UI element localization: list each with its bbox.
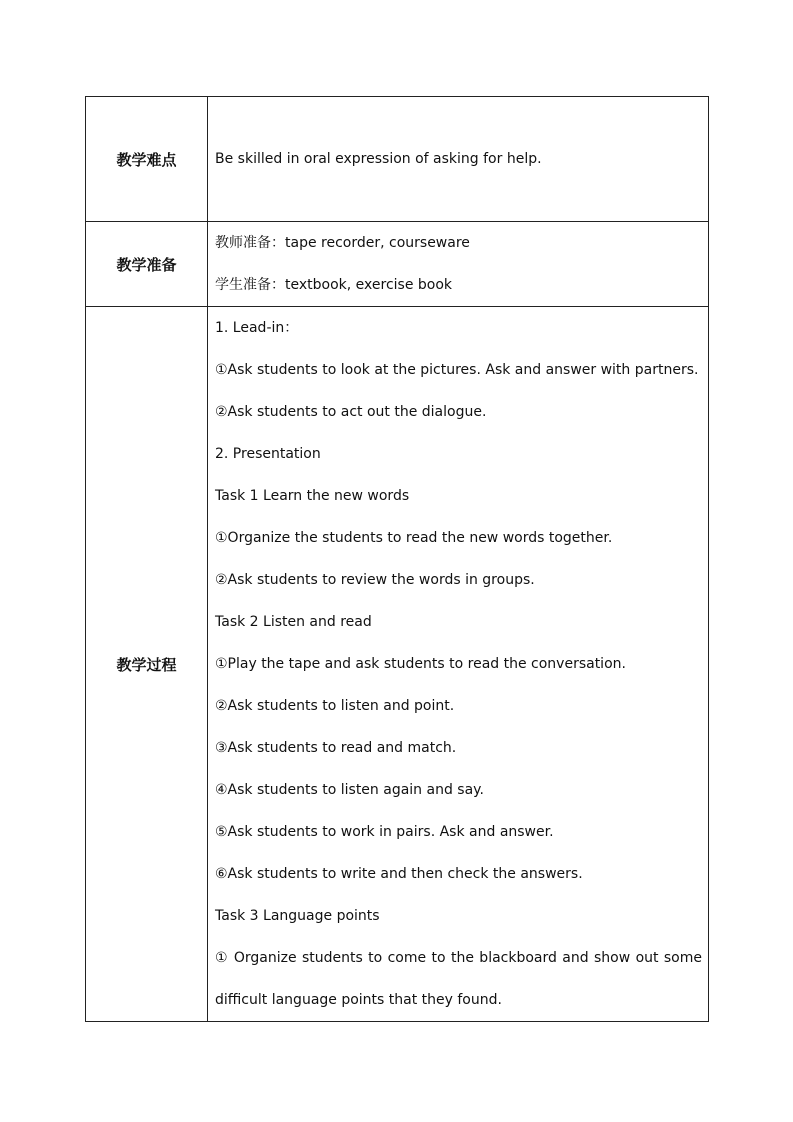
student-preparation: 学生准备：textbook, exercise book — [215, 277, 453, 293]
process-line: ⑤Ask students to work in pairs. Ask and answer. — [215, 824, 554, 840]
process-line: Task 1 Learn the new words — [215, 488, 410, 504]
difficulty-row — [86, 97, 709, 222]
process-line: ④Ask students to listen again and say. — [215, 782, 484, 798]
process-line: 2. Presentation — [215, 446, 321, 462]
difficulty-text: Be skilled in oral expression of asking for help. — [215, 151, 542, 167]
preparation-label: 教学准备 — [86, 222, 208, 307]
process-line: ②Ask students to review the words in groups. — [215, 572, 535, 588]
process-line: ⑥Ask students to write and then check the answers. — [215, 866, 583, 882]
process-line: ②Ask students to listen and point. — [215, 698, 455, 714]
process-line: ① Organize students to come to the blackboard and show out some — [215, 950, 702, 966]
process-line: ①Play the tape and ask students to read the conversation. — [215, 656, 626, 672]
lesson-plan-table — [85, 96, 709, 1022]
process-label: 教学过程 — [86, 307, 208, 1022]
process-line: Task 2 Listen and read — [215, 614, 372, 630]
process-line: ①Ask students to look at the pictures. Ask and answer with partners. — [215, 362, 699, 378]
difficulty-label: 教学难点 — [86, 97, 208, 222]
teacher-preparation: 教师准备：tape recorder, courseware — [215, 235, 470, 251]
process-line: difficult language points that they found. — [215, 992, 502, 1008]
process-row — [86, 307, 709, 1022]
process-line: Task 3 Language points — [215, 908, 380, 924]
difficulty-cell — [208, 97, 709, 222]
process-line: ②Ask students to act out the dialogue. — [215, 404, 487, 420]
lesson-plan-table-container — [85, 96, 709, 1022]
process-line: ①Organize the students to read the new words together. — [215, 530, 613, 546]
process-cell — [208, 307, 709, 1022]
preparation-row — [86, 222, 709, 307]
preparation-cell — [208, 222, 709, 307]
process-line: ③Ask students to read and match. — [215, 740, 457, 756]
process-line: 1. Lead-in： — [215, 320, 299, 336]
